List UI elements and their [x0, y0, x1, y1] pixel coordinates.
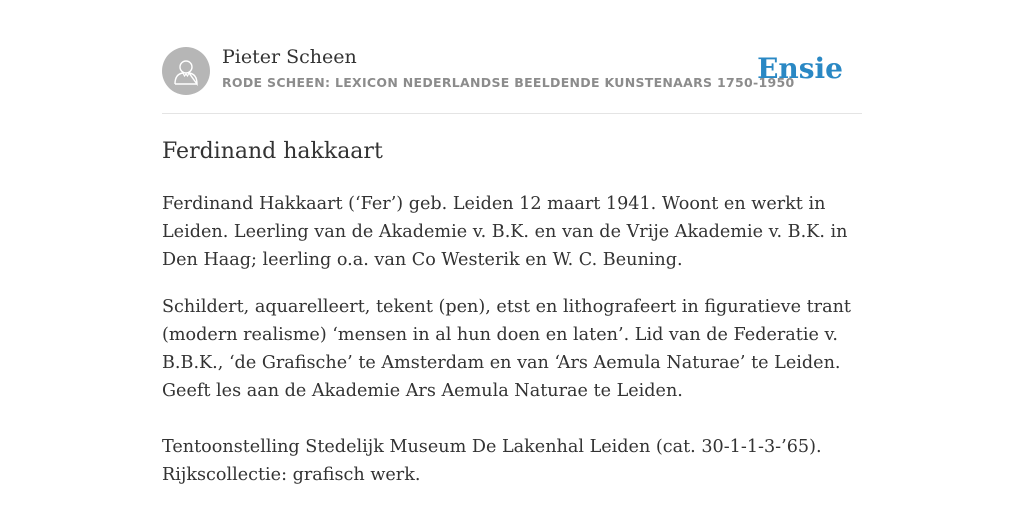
author-name[interactable]: Pieter Scheen — [222, 46, 357, 68]
article-header — [162, 0, 862, 114]
author-avatar[interactable] — [162, 47, 210, 95]
article-body — [162, 190, 866, 489]
article-paragraph-1: Ferdinand Hakkaart (‘Fer’) geb. Leiden 12 maart 1941. Woont en werkt in Leiden. Leerling van de Akademie v. B.K. en van de Vrije Akademie v. B.K. in Den Haag; leerling o.a. van Co Westerik en W. C. Beuning. — [162, 194, 848, 270]
user-icon — [171, 56, 201, 86]
ensie-logo[interactable]: Ensie — [757, 52, 843, 85]
source-title[interactable]: RODE SCHEEN: LEXICON NEDERLANDSE BEELDENDE KUNSTENAARS 1750-1950 — [222, 75, 795, 90]
article-title: Ferdinand hakkaart — [162, 139, 383, 164]
article-paragraph-3: Tentoonstelling Stedelijk Museum De Lakenhal Leiden (cat. 30-1-1-3-’65). Rijkscollectie: grafisch werk. — [162, 437, 822, 485]
article-paragraph-2: Schildert, aquarelleert, tekent (pen), etst en lithografeert in figuratieve trant (modern realisme) ‘mensen in al hun doen en laten’. Lid van de Federatie v. B.B.K., ‘de Grafische’ te Amsterdam en van ‘Ars Aemula Naturae’ te Leiden. Geeft les aan de Akademie Ars Aemula Naturae te Leiden. — [162, 297, 851, 401]
page — [162, 0, 862, 485]
